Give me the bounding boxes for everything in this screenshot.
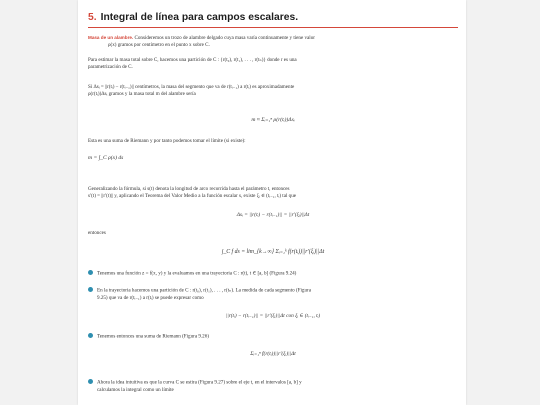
document-page xyxy=(78,0,466,405)
step-3 xyxy=(88,333,453,341)
title-underline xyxy=(88,27,458,28)
step-4-bullet xyxy=(88,379,93,384)
arc-length-line-1: Generalizando la fórmula, si s(t) denota la longitud de arco recorrida hasta el parámetro t, entonces xyxy=(88,186,290,192)
equation-line-integral: ∫_C f ds = lim_{k→∞} Σᵢ₌₁ᵏ f(r(tᵢ))||r′(ξᵢ)||Δt xyxy=(221,249,325,255)
section-title-text: Integral de línea para campos escalares. xyxy=(100,12,299,23)
riemann-paragraph: Esta es una suma de Riemann y por tanto podemos tomar el límite (si existe): xyxy=(88,138,246,144)
entonces-text: entonces xyxy=(88,230,106,236)
partition-paragraph xyxy=(88,57,453,72)
partition-line-2: parametrización de C. xyxy=(88,64,133,71)
step-3-bullet xyxy=(88,333,93,338)
step-3-text: Tenemos entonces una suma de Riemann (Figura 9.26) xyxy=(97,333,209,340)
arc-length-paragraph xyxy=(88,186,453,201)
step-2-equation: ||r(tᵢ) − r(tᵢ₋₁)|| = ||r′(ξᵢ)||Δt con ξᵢ ∈ (tᵢ₋₁, tᵢ) xyxy=(225,313,321,319)
step-2-bullet xyxy=(88,287,93,292)
intro-label: Masa de un alambre. xyxy=(88,35,134,40)
step-1-bullet xyxy=(88,270,93,275)
step-4 xyxy=(88,379,453,394)
intro-text-1: Consideremos un trozo de alambre delgado cuya masa varía continuamente y tiene valor xyxy=(133,35,315,41)
arc-length-line-2: s′(t) = ||r′(t)|| y, aplicando el Teorema del Valor Medio a la función escalar s, existe ξᵢ ∈ (tᵢ₋₁, tᵢ) tal que xyxy=(88,193,297,200)
segment-mass-line-1: Si Δsᵢ = ||r(tᵢ) − r(tᵢ₋₁)|| centímetros, la masa del segmento que va de r(tᵢ₋₁) a r(tᵢ) es aproximadamente xyxy=(88,84,295,90)
step-4-text-2: calculamos la integral como un límite xyxy=(97,386,174,393)
section-title xyxy=(88,11,448,24)
step-2-text-2: 9.25) que va de r(tᵢ₋₁) a r(tᵢ) se puede expresar como xyxy=(97,294,204,301)
partition-line-1: Para estimar la masa total sobre C, hacemos una partición de C : {r(t₀), r(t₁), . . . , r(tₙ)} donde r es una xyxy=(88,57,297,63)
segment-mass-line-2: ρ(r(tᵢ))Δsᵢ gramos y la masa total m del alambre sería xyxy=(88,91,196,98)
section-number: 5. xyxy=(88,12,97,23)
segment-mass-paragraph xyxy=(88,84,453,99)
intro-line-2: ρ(x) gramos por centímetro en el punto x sobre C. xyxy=(108,42,210,49)
intro-paragraph xyxy=(88,34,453,50)
step-2 xyxy=(88,287,453,302)
equation-mass-integral: m = ∫_C ρ(x) ds xyxy=(88,155,124,161)
step-3-equation: Σᵢ₌₁ⁿ f(r(tᵢ))||r′(ξᵢ)||Δt xyxy=(250,351,296,357)
step-1 xyxy=(88,270,453,278)
equation-mass-sum: m ≈ Σᵢ₌₁ⁿ ρ(r(tᵢ))Δsᵢ xyxy=(251,117,295,123)
step-2-text-1: En la trayectoria hacemos una partición de C : r(t₀), r(t₁), . . . , r(tₙ). La medida de cada segmento (Figura xyxy=(97,287,311,294)
step-1-text: Tenemos una función z = f(x, y) y la evaluamos en una trayectoria C : r(t), t ∈ [a, b] (Figura 9.24) xyxy=(97,270,297,277)
step-4-text-1: Ahora la idea intuitiva es que la curva C se estira (Figura 9.27) sobre el eje t, en el intervalos [a, b] y xyxy=(97,379,302,386)
equation-delta-s: Δsᵢ = ||r(tᵢ) − r(tᵢ₋₁)|| = ||r′(ξᵢ)||Δt xyxy=(236,212,310,218)
